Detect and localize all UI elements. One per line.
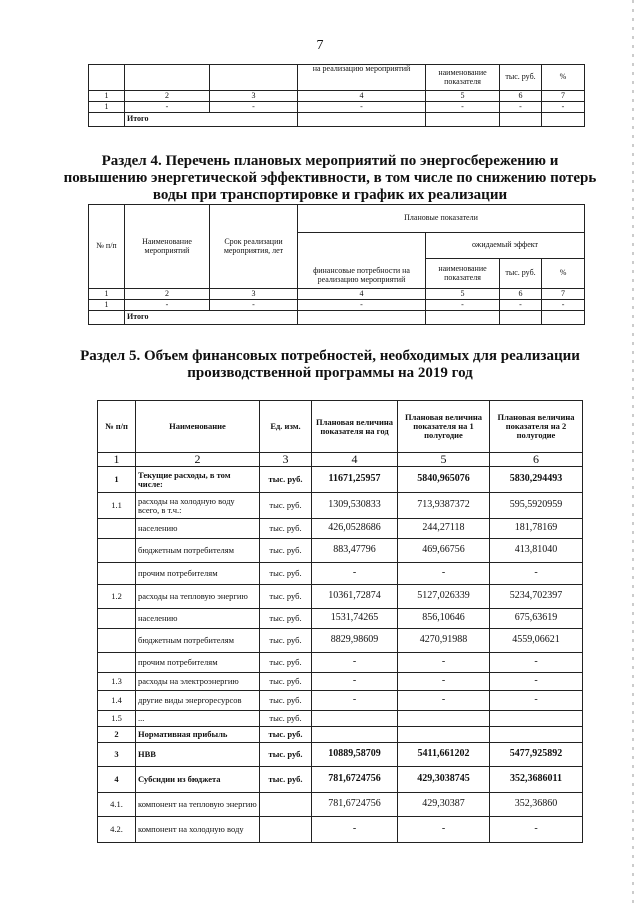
index-cell: 4 <box>298 289 426 300</box>
index-cell: 2 <box>136 453 260 467</box>
row-number: 1.1 <box>98 493 136 519</box>
index-cell: 3 <box>260 453 312 467</box>
row-number: 4 <box>98 767 136 793</box>
row-name: другие виды энергоресурсов <box>136 691 260 711</box>
row-unit: тыс. руб. <box>260 519 312 539</box>
cell: - <box>426 300 500 311</box>
index-cell: 6 <box>500 91 542 102</box>
header-cell: % <box>542 65 585 91</box>
row-year-value: - <box>312 817 398 843</box>
table-row <box>98 727 583 743</box>
table-row <box>98 493 583 519</box>
row-number: 2 <box>98 727 136 743</box>
table-row <box>98 767 583 793</box>
row-year-value: 8829,98609 <box>312 629 398 653</box>
plan-header: Плановые показатели <box>298 205 585 233</box>
index-cell: 2 <box>125 91 210 102</box>
total-row <box>89 113 585 127</box>
row-number: 1.5 <box>98 711 136 727</box>
row-unit: тыс. руб. <box>260 743 312 767</box>
row-year-value: - <box>312 673 398 691</box>
table-row <box>98 609 583 629</box>
row-year-value: - <box>312 563 398 585</box>
cell: - <box>125 300 210 311</box>
section-5-body <box>98 467 583 843</box>
row-half2-value <box>490 711 583 727</box>
row-half2-value: 595,5920959 <box>490 493 583 519</box>
row-number: 4.2. <box>98 817 136 843</box>
index-cell: 4 <box>298 91 426 102</box>
row-number <box>98 563 136 585</box>
row-name: населению <box>136 609 260 629</box>
row-name: расходы на тепловую энергию <box>136 585 260 609</box>
index-cell: 3 <box>210 289 298 300</box>
row-number: 4.1. <box>98 793 136 817</box>
row-number: 3 <box>98 743 136 767</box>
table-row <box>98 467 583 493</box>
row-unit: тыс. руб. <box>260 585 312 609</box>
header-cell <box>125 65 210 91</box>
header-cell: Плановая величина показателя на 2 полугодие <box>490 401 583 453</box>
table-row <box>89 300 585 311</box>
row-half1-value: 5127,026339 <box>398 585 490 609</box>
table-row <box>98 539 583 563</box>
row-half2-value: 352,3686011 <box>490 767 583 793</box>
row-half2-value: - <box>490 563 583 585</box>
row-half1-value: - <box>398 673 490 691</box>
row-half2-value: 5830,294493 <box>490 467 583 493</box>
header-cell <box>89 65 125 91</box>
row-name: расходы на холодную воду всего, в т.ч.: <box>136 493 260 519</box>
previous-section-table <box>88 64 585 127</box>
row-year-value: 10361,72874 <box>312 585 398 609</box>
table-row <box>98 711 583 727</box>
row-name: бюджетным потребителям <box>136 629 260 653</box>
page-number: 7 <box>316 38 324 53</box>
row-number: 1 <box>98 467 136 493</box>
row-half1-value: 4270,91988 <box>398 629 490 653</box>
header-cell: Плановая величина показателя на 1 полугодие <box>398 401 490 453</box>
index-cell: 5 <box>426 91 500 102</box>
index-cell: 4 <box>312 453 398 467</box>
cell: - <box>500 102 542 113</box>
table-header-row <box>89 205 585 233</box>
row-half1-value: 244,27118 <box>398 519 490 539</box>
row-name: ... <box>136 711 260 727</box>
row-unit: тыс. руб. <box>260 691 312 711</box>
row-unit: тыс. руб. <box>260 711 312 727</box>
row-year-value <box>312 711 398 727</box>
cell: 1 <box>89 300 125 311</box>
table-row <box>98 691 583 711</box>
col-num-header: № п/п <box>89 205 125 289</box>
row-number <box>98 519 136 539</box>
index-cell: 1 <box>89 289 125 300</box>
index-row <box>89 91 585 102</box>
row-half2-value: 5234,702397 <box>490 585 583 609</box>
row-number: 1.4 <box>98 691 136 711</box>
pct-header: % <box>542 259 585 289</box>
index-cell: 1 <box>89 91 125 102</box>
section-5-table <box>97 400 583 843</box>
row-half2-value <box>490 727 583 743</box>
row-name: компонент на тепловую энергию <box>136 793 260 817</box>
cell: - <box>500 300 542 311</box>
row-unit: тыс. руб. <box>260 653 312 673</box>
row-half1-value: - <box>398 653 490 673</box>
row-name: расходы на электроэнергию <box>136 673 260 691</box>
row-half2-value: 4559,06621 <box>490 629 583 653</box>
row-half1-value: 469,66756 <box>398 539 490 563</box>
index-cell: 3 <box>210 91 298 102</box>
index-cell: 2 <box>125 289 210 300</box>
row-name: Субсидии из бюджета <box>136 767 260 793</box>
row-unit <box>260 817 312 843</box>
table-row <box>98 563 583 585</box>
header-cell <box>210 65 298 91</box>
header-cell: Ед. изм. <box>260 401 312 453</box>
table-row <box>98 743 583 767</box>
header-cell: Плановая величина показателя на год <box>312 401 398 453</box>
row-number <box>98 629 136 653</box>
row-unit: тыс. руб. <box>260 493 312 519</box>
cell: - <box>542 102 585 113</box>
fin-header: финансовые потребности на реализацию мероприятий <box>298 233 426 289</box>
index-cell: 1 <box>98 453 136 467</box>
row-half2-value: 352,36860 <box>490 793 583 817</box>
row-half2-value: - <box>490 691 583 711</box>
row-half1-value: 856,10646 <box>398 609 490 629</box>
table-row <box>98 519 583 539</box>
scan-edge-artifact <box>632 0 634 905</box>
row-year-value: 883,47796 <box>312 539 398 563</box>
row-number <box>98 539 136 563</box>
cell: - <box>125 102 210 113</box>
row-unit: тыс. руб. <box>260 673 312 691</box>
effect-header: ожидаемый эффект <box>426 233 585 259</box>
row-unit: тыс. руб. <box>260 563 312 585</box>
row-half1-value <box>398 727 490 743</box>
index-cell: 6 <box>500 289 542 300</box>
row-half2-value: 181,78169 <box>490 519 583 539</box>
row-year-value: 781,6724756 <box>312 793 398 817</box>
table-row <box>98 817 583 843</box>
index-cell: 6 <box>490 453 583 467</box>
table-header-row <box>98 401 583 453</box>
row-half1-value: 713,9387372 <box>398 493 490 519</box>
indicator-header: наименование показателя <box>426 259 500 289</box>
row-year-value: 1531,74265 <box>312 609 398 629</box>
index-cell: 7 <box>542 289 585 300</box>
row-half1-value: - <box>398 817 490 843</box>
row-half2-value: - <box>490 817 583 843</box>
index-cell: 5 <box>398 453 490 467</box>
row-half2-value: 5477,925892 <box>490 743 583 767</box>
row-name: Текущие расходы, в том числе: <box>136 467 260 493</box>
row-unit <box>260 793 312 817</box>
index-cell: 7 <box>542 91 585 102</box>
row-name: НВВ <box>136 743 260 767</box>
rub-header: тыс. руб. <box>500 259 542 289</box>
table-row <box>98 585 583 609</box>
row-unit: тыс. руб. <box>260 727 312 743</box>
table-row <box>98 673 583 691</box>
row-half1-value <box>398 711 490 727</box>
row-half2-value: 413,81040 <box>490 539 583 563</box>
row-half1-value: 5840,965076 <box>398 467 490 493</box>
row-name: прочим потребителям <box>136 563 260 585</box>
table-header-row <box>89 65 585 91</box>
row-year-value: - <box>312 691 398 711</box>
header-cell: наименование показателя <box>426 65 500 91</box>
row-unit: тыс. руб. <box>260 609 312 629</box>
row-number: 1.3 <box>98 673 136 691</box>
row-half2-value: - <box>490 653 583 673</box>
row-number <box>98 609 136 629</box>
index-cell: 5 <box>426 289 500 300</box>
row-half1-value: - <box>398 691 490 711</box>
row-name: населению <box>136 519 260 539</box>
row-half2-value: 675,63619 <box>490 609 583 629</box>
cell: - <box>210 102 298 113</box>
row-name: прочим потребителям <box>136 653 260 673</box>
total-label: Итого <box>125 113 298 127</box>
section-5-title: Раздел 5. Объем финансовых потребностей, необходимых для реализации производственной программы на 2019 год <box>80 348 580 381</box>
row-year-value <box>312 727 398 743</box>
row-half1-value: 429,3038745 <box>398 767 490 793</box>
cell: - <box>542 300 585 311</box>
row-name: Нормативная прибыль <box>136 727 260 743</box>
header-cell: № п/п <box>98 401 136 453</box>
section-4-table <box>88 204 585 325</box>
row-name: бюджетным потребителям <box>136 539 260 563</box>
index-row <box>89 289 585 300</box>
row-number <box>98 653 136 673</box>
table-row <box>98 629 583 653</box>
row-year-value: - <box>312 653 398 673</box>
row-year-value: 11671,25957 <box>312 467 398 493</box>
header-cell: тыс. руб. <box>500 65 542 91</box>
table-row <box>89 102 585 113</box>
index-row <box>98 453 583 467</box>
table-row <box>98 653 583 673</box>
row-half1-value: 5411,661202 <box>398 743 490 767</box>
row-year-value: 781,6724756 <box>312 767 398 793</box>
row-unit: тыс. руб. <box>260 767 312 793</box>
row-number: 1.2 <box>98 585 136 609</box>
cell: - <box>298 102 426 113</box>
table-row <box>98 793 583 817</box>
row-name: компонент на холодную воду <box>136 817 260 843</box>
row-half1-value: - <box>398 563 490 585</box>
row-year-value: 1309,530833 <box>312 493 398 519</box>
cell: - <box>426 102 500 113</box>
row-unit: тыс. руб. <box>260 629 312 653</box>
header-cell: Наименование <box>136 401 260 453</box>
cell: - <box>298 300 426 311</box>
total-label: Итого <box>125 311 298 325</box>
section-4-title: Раздел 4. Перечень плановых мероприятий по энергосбережению и повышению энергетической эффективности, в том числе по снижению потерь воды при транспортировке и график их реализации <box>63 153 597 203</box>
row-unit: тыс. руб. <box>260 467 312 493</box>
cell: - <box>210 300 298 311</box>
row-year-value: 426,0528686 <box>312 519 398 539</box>
col-name-header: Наименование мероприятий <box>125 205 210 289</box>
col-term-header: Срок реализации мероприятия, лет <box>210 205 298 289</box>
total-row <box>89 311 585 325</box>
header-cell: на реализацию мероприятий <box>298 65 426 91</box>
row-year-value: 10889,58709 <box>312 743 398 767</box>
row-unit: тыс. руб. <box>260 539 312 563</box>
row-half2-value: - <box>490 673 583 691</box>
row-half1-value: 429,30387 <box>398 793 490 817</box>
cell: 1 <box>89 102 125 113</box>
